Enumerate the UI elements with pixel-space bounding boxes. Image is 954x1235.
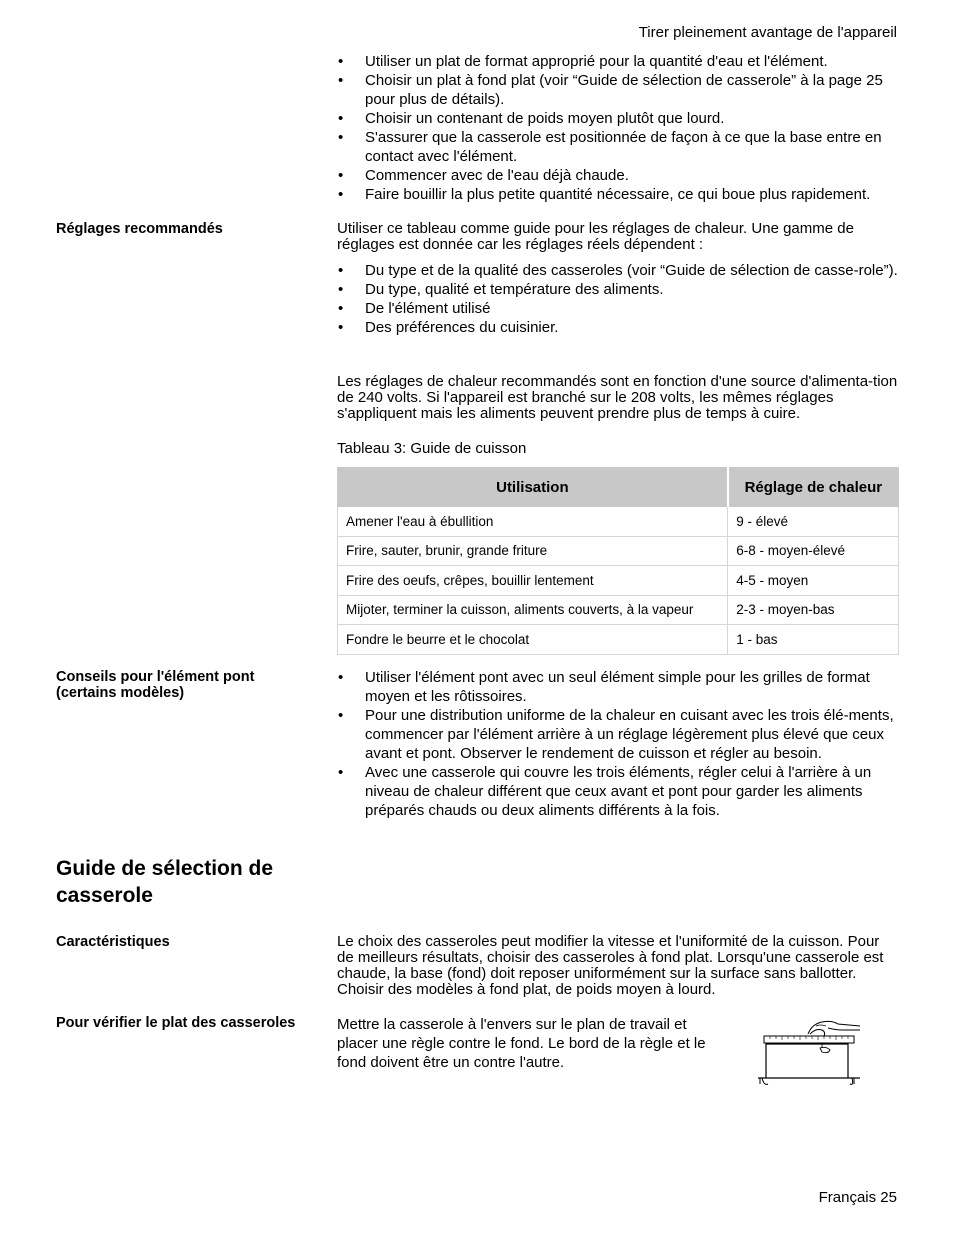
- table-cell: Frire des oeufs, crêpes, bouillir lentement: [338, 566, 728, 596]
- list-item: • Du type, qualité et température des aliments.: [337, 280, 899, 299]
- table-cell: Fondre le beurre et le chocolat: [338, 625, 728, 655]
- section-heading-reglages: Réglages recommandés: [56, 221, 223, 237]
- section-heading-verifier: Pour vérifier le plat des casseroles: [56, 1015, 296, 1031]
- running-header: Tirer pleinement avantage de l'appareil: [638, 24, 897, 41]
- table-caption: Tableau 3: Guide de cuisson: [337, 440, 527, 457]
- table-cell: Amener l'eau à ébullition: [338, 507, 728, 537]
- list-item: • Avec une casserole qui couvre les trois éléments, régler celui à l'arrière à un niveau de chaleur différent que ceux avant et pont pour garder les aliments préparés chauds ou deux aliments différents à la fois.: [337, 763, 899, 820]
- column-header-reglage: Réglage de chaleur: [728, 468, 899, 507]
- section-heading-caracteristiques: Caractéristiques: [56, 934, 170, 950]
- list-item: • S'assurer que la casserole est positionnée de façon à ce que la base entre en contact avec l'élément.: [337, 128, 899, 166]
- section-title-guide: [56, 855, 356, 909]
- reglages-bullet-list: [337, 261, 899, 337]
- list-item: • Faire bouillir la plus petite quantité nécessaire, ce qui boue plus rapidement.: [337, 185, 899, 204]
- table-row: [338, 566, 899, 596]
- column-header-utilisation: Utilisation: [338, 468, 728, 507]
- table-row: [338, 595, 899, 625]
- table-header-row: [338, 468, 899, 507]
- table-row: [338, 536, 899, 566]
- list-item: • Choisir un plat à fond plat (voir “Guide de sélection de casserole” à la page 25 pour plus de détails).: [337, 71, 899, 109]
- page-footer: Français 25: [818, 1189, 897, 1206]
- table-cell: Frire, sauter, brunir, grande friture: [338, 536, 728, 566]
- heading-line: (certains modèles): [56, 685, 185, 701]
- list-item: • Des préférences du cuisinier.: [337, 318, 899, 337]
- verifier-text: Mettre la casserole à l'envers sur le plan de travail et placer une règle contre le fond. Le bord de la règle et le fond doivent être un contre l'autre.: [337, 1016, 706, 1071]
- title-line: Guide de sélection de: [56, 857, 274, 880]
- list-item: • Choisir un contenant de poids moyen plutôt que lourd.: [337, 109, 899, 128]
- tips-bullet-list: [337, 52, 899, 204]
- title-line: casserole: [56, 884, 153, 907]
- conseils-bullet-list: [337, 668, 899, 820]
- table-row: [338, 625, 899, 655]
- table-cell: 2-3 - moyen-bas: [728, 595, 899, 625]
- reglages-note: Les réglages de chaleur recommandés sont en fonction d'une source d'alimenta-tion de 240 volts. Si l'appareil est branché sur le 208 volts, les mêmes réglages s'appliquent mais les aliments peuvent prendre plus de temps à cuire.: [337, 373, 898, 422]
- list-item: • Pour une distribution uniforme de la chaleur en cuisant avec les trois élé-ments, commencer par l'élément arrière à un réglage légèrement plus élevé que ceux avant et pont. Observer le rendement de cuisson et régler au besoin.: [337, 706, 899, 763]
- list-item: • De l'élément utilisé: [337, 299, 899, 318]
- pan-ruler-illustration: [756, 1018, 864, 1090]
- list-item: • Utiliser l'élément pont avec un seul élément simple pour les grilles de format moyen et les rôtissoires.: [337, 668, 899, 706]
- heading-line: Conseils pour l'élément pont: [56, 669, 255, 685]
- table-cell: Mijoter, terminer la cuisson, aliments couverts, à la vapeur: [338, 595, 728, 625]
- table-row: [338, 507, 899, 537]
- caracteristiques-text: Le choix des casseroles peut modifier la vitesse et l'uniformité de la cuisson. Pour de meilleurs résultats, choisir des casseroles à fond plat. Lorsqu'une casserole est chaude, la base (fond) doit reposer uniformément sur la surface sans ballotter. Choisir des modèles à fond plat, de poids moyen à lourd.: [337, 933, 884, 998]
- list-item: • Du type et de la qualité des casseroles (voir “Guide de sélection de casse-role”).: [337, 261, 899, 280]
- table-cell: 9 - élevé: [728, 507, 899, 537]
- reglages-intro: Utiliser ce tableau comme guide pour les réglages de chaleur. Une gamme de réglages est donnée car les réglages réels dépendent :: [337, 220, 854, 253]
- table-cell: 6-8 - moyen-élevé: [728, 536, 899, 566]
- section-heading-conseils: [56, 669, 254, 701]
- table-cell: 1 - bas: [728, 625, 899, 655]
- list-item: • Utiliser un plat de format approprié pour la quantité d'eau et l'élément.: [337, 52, 899, 71]
- cooking-guide-table: [337, 467, 899, 655]
- table-cell: 4-5 - moyen: [728, 566, 899, 596]
- list-item: • Commencer avec de l'eau déjà chaude.: [337, 166, 899, 185]
